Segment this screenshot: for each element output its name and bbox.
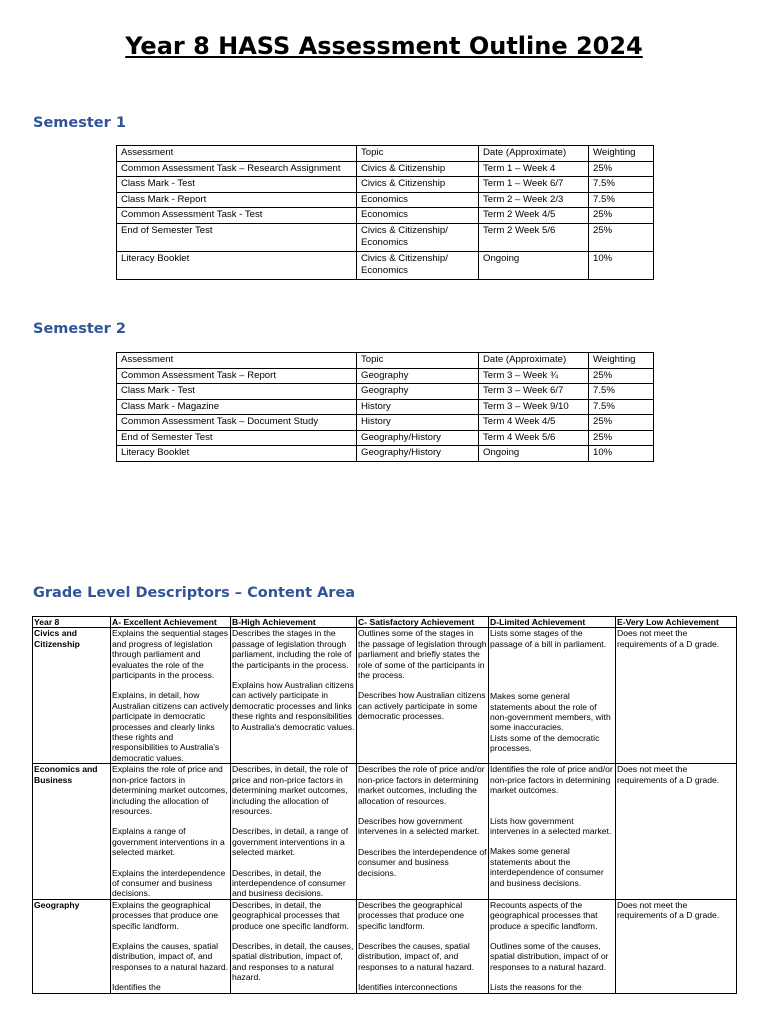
grade-d-cell — [489, 899, 616, 993]
header-cell: C- Satisfactory Achievement — [357, 617, 489, 628]
descriptor-text: Identifies the role of price and/or non-price factors in determining market outcomes. — [490, 764, 613, 796]
topic-cell: Civics & Citizenship — [357, 161, 479, 177]
grade-b-cell — [231, 899, 357, 993]
assessment-cell: Class Mark - Test — [117, 177, 357, 193]
assessment-cell: Literacy Booklet — [117, 446, 357, 462]
header-cell: Weighting — [589, 353, 654, 369]
descriptor-text: Does not meet the requirements of a D grade. — [617, 628, 720, 649]
table-header-row — [117, 353, 654, 369]
topic-cell: Civics & Citizenship/ Economics — [357, 251, 479, 279]
assessment-cell: Common Assessment Task - Test — [117, 208, 357, 224]
assessment-cell: Common Assessment Task – Research Assignment — [117, 161, 357, 177]
date-cell: Term 2 Week 4/5 — [479, 208, 589, 224]
grade-e-cell — [616, 764, 737, 899]
descriptor-text: Lists the reasons for the — [490, 982, 582, 993]
descriptor-text: Explains how Australian citizens can actively participate in democratic processes and links these rights and responsibilities to Australia's democratic values. — [232, 680, 355, 732]
semester-2-heading: Semester 2 — [33, 321, 126, 337]
header-cell: Topic — [357, 146, 479, 162]
table-row — [117, 384, 654, 400]
header-cell: E-Very Low Achievement — [616, 617, 737, 628]
descriptor-text: Explains the role of price and non-price factors in determining market outcomes, including the allocation of resources. — [112, 764, 228, 816]
grade-c-cell — [357, 628, 489, 764]
date-cell: Term 1 – Week 6/7 — [479, 177, 589, 193]
weighting-cell: 7.5% — [589, 192, 654, 208]
descriptor-text: Does not meet the requirements of a D grade. — [617, 899, 720, 921]
row-label-geography: Geography — [33, 899, 111, 993]
descriptor-text: Identifies interconnections — [358, 982, 458, 993]
row-label-economics: Economics and Business — [33, 764, 111, 899]
descriptor-text: Describes how Australian citizens can actively participate in some democratic processes. — [358, 690, 486, 722]
assessment-cell: End of Semester Test — [117, 430, 357, 446]
topic-cell: History — [357, 399, 479, 415]
grade-d-cell — [489, 764, 616, 899]
header-cell: B-High Achievement — [231, 617, 357, 628]
table-row — [117, 223, 654, 251]
descriptor-text: Lists how government intervenes in a selected market. — [490, 815, 612, 836]
descriptor-text: Describes the interdependence of consumer and business decisions. — [358, 846, 487, 878]
header-cell: Weighting — [589, 146, 654, 162]
descriptor-text: Lists some of the democratic processes. — [490, 732, 600, 754]
grade-descriptors-table — [32, 616, 737, 994]
topic-cell: Geography — [357, 368, 479, 384]
descriptor-text: Explains the interdependence of consumer and business decisions. — [112, 867, 226, 899]
descriptor-text: Describes, in detail, the geographical processes that produce one specific landform. — [232, 899, 350, 931]
header-cell: Year 8 — [33, 617, 111, 628]
descriptor-text: Recounts aspects of the geographical processes that produce a specific landform. — [490, 899, 598, 931]
header-cell: Topic — [357, 353, 479, 369]
header-cell: A- Excellent Achievement — [111, 617, 231, 628]
date-cell: Ongoing — [479, 446, 589, 462]
date-cell: Term 1 – Week 4 — [479, 161, 589, 177]
page-title: Year 8 HASS Assessment Outline 2024 — [125, 32, 643, 60]
grade-b-cell — [231, 764, 357, 899]
descriptor-text: Describes the causes, spatial distribution, impact of, and responses to a natural hazard. — [358, 940, 475, 972]
table-row — [117, 430, 654, 446]
grade-c-cell — [357, 764, 489, 899]
topic-cell: Geography — [357, 384, 479, 400]
date-cell: Term 2 Week 5/6 — [479, 223, 589, 251]
grade-b-cell — [231, 628, 357, 764]
descriptor-text: Explains, in detail, how Australian citizens can actively participate in democratic processes and clearly links these rights and responsibilities to Australia's democratic values. — [112, 690, 229, 763]
semester-2-table — [116, 352, 654, 462]
grade-descriptors-heading: Grade Level Descriptors – Content Area — [33, 585, 356, 601]
row-label-civics: Civics and Citizenship — [33, 628, 111, 764]
grade-d-cell — [489, 628, 616, 764]
descriptor-text: Outlines some of the stages in the passage of legislation through parliament and briefly states the role of some of the participants in the process. — [358, 628, 487, 681]
assessment-cell: Class Mark - Test — [117, 384, 357, 400]
header-cell: D-Limited Achievement — [489, 617, 616, 628]
grade-e-cell — [616, 628, 737, 764]
semester-1-table — [116, 145, 654, 280]
descriptor-text: Explains the causes, spatial distribution, impact of, and responses to a natural hazard. — [112, 940, 229, 972]
date-cell: Term 2 – Week 2/3 — [479, 192, 589, 208]
table-row — [33, 764, 737, 899]
assessment-cell: Literacy Booklet — [117, 251, 357, 279]
table-row — [33, 899, 737, 993]
grade-a-cell — [111, 899, 231, 993]
descriptor-text: Explains the geographical processes that produce one specific landform. — [112, 899, 219, 931]
weighting-cell: 7.5% — [589, 399, 654, 415]
table-row — [117, 251, 654, 279]
weighting-cell: 7.5% — [589, 177, 654, 193]
header-cell: Assessment — [117, 353, 357, 369]
descriptor-text: Describes, in detail, the interdependence of consumer and business decisions. — [232, 867, 346, 899]
descriptor-text: Explains the sequential stages and progress of legislation through parliament and evaluates the role of the participants in the process. — [112, 628, 229, 681]
descriptor-text: Describes, in detail, the causes, spatial distribution, impact of, and responses to a natural hazard. — [232, 940, 354, 983]
grade-a-cell — [111, 628, 231, 764]
descriptor-text: Describes the geographical processes that produce one specific landform. — [358, 899, 465, 931]
topic-cell: Economics — [357, 208, 479, 224]
assessment-cell: Class Mark - Magazine — [117, 399, 357, 415]
table-row — [117, 208, 654, 224]
descriptor-text: Explains a range of government interventions in a selected market. — [112, 826, 225, 858]
weighting-cell: 10% — [589, 251, 654, 279]
weighting-cell: 25% — [589, 415, 654, 431]
topic-cell: Civics & Citizenship/ Economics — [357, 223, 479, 251]
descriptor-text: Describes, in detail, a range of government interventions in a selected market. — [232, 826, 349, 858]
weighting-cell: 7.5% — [589, 384, 654, 400]
descriptor-text: Does not meet the requirements of a D grade. — [617, 764, 720, 785]
topic-cell: Civics & Citizenship — [357, 177, 479, 193]
table-row — [117, 177, 654, 193]
header-cell: Date (Approximate) — [479, 353, 589, 369]
table-header-row — [33, 617, 737, 628]
weighting-cell: 25% — [589, 368, 654, 384]
topic-cell: Geography/History — [357, 446, 479, 462]
assessment-cell: Class Mark - Report — [117, 192, 357, 208]
date-cell: Ongoing — [479, 251, 589, 279]
descriptor-text: Outlines some of the causes, spatial distribution, impact of or responses to a natural hazard. — [490, 940, 609, 972]
table-row — [117, 399, 654, 415]
descriptor-text: Describes, in detail, the role of price and non-price factors in determining market outcomes, including the allocation of resources. — [232, 764, 348, 816]
weighting-cell: 25% — [589, 430, 654, 446]
weighting-cell: 25% — [589, 223, 654, 251]
descriptor-text: Identifies the — [112, 982, 161, 993]
topic-cell: History — [357, 415, 479, 431]
descriptor-text: Makes some general statements about the role of non-government members, with some inaccuracies. — [490, 691, 611, 733]
grade-e-cell — [616, 899, 737, 993]
table-row — [33, 628, 737, 764]
weighting-cell: 25% — [589, 161, 654, 177]
table-header-row — [117, 146, 654, 162]
descriptor-text: Describes how government intervenes in a selected market. — [358, 815, 480, 837]
weighting-cell: 10% — [589, 446, 654, 462]
header-cell: Assessment — [117, 146, 357, 162]
topic-cell: Geography/History — [357, 430, 479, 446]
date-cell: Term 4 Week 5/6 — [479, 430, 589, 446]
table-row — [117, 368, 654, 384]
table-row — [117, 192, 654, 208]
descriptor-text: Makes some general statements about the interdependence of consumer and business decisions. — [490, 846, 604, 888]
topic-cell: Economics — [357, 192, 479, 208]
descriptor-text: Lists some stages of the passage of a bill in parliament. — [490, 628, 607, 649]
grade-a-cell — [111, 764, 231, 899]
date-cell: Term 4 Week 4/5 — [479, 415, 589, 431]
semester-1-heading: Semester 1 — [33, 115, 126, 131]
header-cell: Date (Approximate) — [479, 146, 589, 162]
descriptor-text: Describes the stages in the passage of legislation through parliament, including the role of the participants in the process. — [232, 628, 352, 670]
table-row — [117, 161, 654, 177]
date-cell: Term 3 – Week 6/7 — [479, 384, 589, 400]
assessment-cell: Common Assessment Task – Document Study — [117, 415, 357, 431]
assessment-cell: Common Assessment Task – Report — [117, 368, 357, 384]
assessment-cell: End of Semester Test — [117, 223, 357, 251]
date-cell: Term 3 – Week ¾ — [479, 368, 589, 384]
descriptor-text: Describes the role of price and/or non-price factors in determining market outcomes, including the allocation of resources. — [358, 764, 485, 806]
date-cell: Term 3 – Week 9/10 — [479, 399, 589, 415]
table-row — [117, 415, 654, 431]
grade-c-cell — [357, 899, 489, 993]
weighting-cell: 25% — [589, 208, 654, 224]
table-row — [117, 446, 654, 462]
